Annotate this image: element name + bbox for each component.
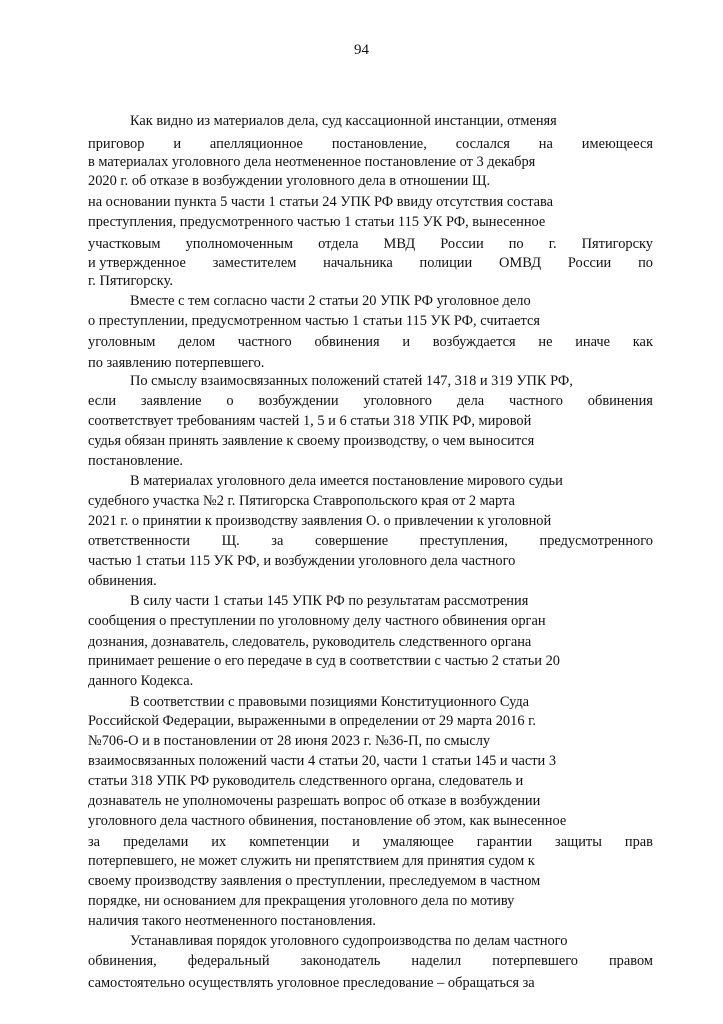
text-line bbox=[88, 333, 653, 351]
word: прав bbox=[624, 834, 653, 850]
word: Пятигорску bbox=[581, 236, 653, 252]
page-number: 94 bbox=[354, 42, 369, 58]
word: по bbox=[508, 236, 524, 252]
text-line bbox=[88, 392, 653, 410]
text-line: уголовного дела частного обвинения, постановление об этом, как вынесенное bbox=[88, 813, 567, 829]
word: ОМВД bbox=[499, 255, 542, 271]
word: России bbox=[567, 255, 612, 271]
word: предусмотренного bbox=[539, 533, 653, 549]
text-line: г. Пятигорску. bbox=[88, 273, 173, 289]
text-line: своему производству заявления о преступлении, преследуемом в частном bbox=[88, 873, 541, 889]
word: умаляющее bbox=[382, 834, 454, 850]
word: и bbox=[352, 834, 360, 850]
word: пределами bbox=[123, 834, 189, 850]
text-line: постановление. bbox=[88, 453, 183, 469]
text-line: принимает решение о его передаче в суд в соответствии с частью 2 статьи 20 bbox=[88, 653, 560, 669]
text-line: о преступлении, предусмотренном частью 1 статьи 115 УК РФ, считается bbox=[88, 313, 540, 329]
text-line: соответствует требованиям частей 1, 5 и 6 статьи 318 УПК РФ, мировой bbox=[88, 413, 532, 429]
text-line bbox=[88, 532, 653, 550]
text-line: В силу части 1 статьи 145 УПК РФ по результатам рассмотрения bbox=[130, 593, 529, 609]
text-line: потерпевшего, не может служить ни препятствием для принятия судом к bbox=[88, 853, 535, 869]
text-line: в материалах уголовного дела неотмененное постановление от 3 декабря bbox=[88, 154, 536, 170]
word: не bbox=[538, 334, 553, 350]
text-line: преступления, предусмотренного частью 1 статьи 115 УК РФ, вынесенное bbox=[88, 214, 546, 230]
word: уголовным bbox=[88, 334, 156, 350]
text-line bbox=[88, 235, 653, 253]
word: дела bbox=[456, 393, 485, 409]
text-line: взаимосвязанных положений части 4 статьи 20, части 1 статьи 145 и части 3 bbox=[88, 753, 557, 769]
text-line: на основании пункта 5 части 1 статьи 24 УПК РФ ввиду отсутствия состава bbox=[88, 194, 554, 210]
text-line: по заявлению потерпевшего. bbox=[88, 355, 265, 371]
text-line: В соответствии с правовыми позициями Конституционного Суда bbox=[130, 694, 530, 710]
text-line: судебного участка №2 г. Пятигорска Ставропольского края от 2 марта bbox=[88, 493, 515, 509]
text-line bbox=[88, 952, 653, 970]
text-line: дознаватель не уполномочены разрешать вопрос об отказе в возбуждении bbox=[88, 793, 541, 809]
word: заявление bbox=[140, 393, 202, 409]
word: потерпевшего bbox=[492, 953, 578, 969]
word: частного bbox=[237, 334, 292, 350]
text-line bbox=[88, 254, 653, 272]
word: обвинения, bbox=[88, 953, 157, 969]
word: возбуждается bbox=[432, 334, 516, 350]
word: защиты bbox=[555, 834, 602, 850]
word: частного bbox=[509, 393, 563, 409]
word: если bbox=[88, 393, 117, 409]
text-line: частью 1 статьи 115 УК РФ, и возбуждении уголовного дела частного bbox=[88, 553, 516, 569]
text-line: Вместе с тем согласно части 2 статьи 20 УПК РФ уголовное дело bbox=[130, 293, 531, 309]
text-line: дознания, дознаватель, следователь, руководитель следственного органа bbox=[88, 634, 532, 650]
word: на bbox=[538, 136, 553, 152]
word: гарантии bbox=[476, 834, 533, 850]
text-line: Как видно из материалов дела, суд кассационной инстанции, отменяя bbox=[130, 113, 557, 129]
text-line: обвинения. bbox=[88, 573, 157, 589]
text-line: По смыслу взаимосвязанных положений статей 147, 318 и 319 УПК РФ, bbox=[130, 373, 573, 389]
word: за bbox=[271, 533, 284, 549]
word: за bbox=[88, 834, 101, 850]
word: наделил bbox=[411, 953, 462, 969]
text-line: данного Кодекса. bbox=[88, 673, 194, 689]
text-line: №706-О и в постановлении от 28 июня 2023 г. №36-П, по смыслу bbox=[88, 733, 491, 749]
word: делом bbox=[178, 334, 216, 350]
word: преступления, bbox=[419, 533, 508, 549]
word: постановление, bbox=[331, 136, 427, 152]
word: начальника bbox=[323, 255, 393, 271]
word: о bbox=[226, 393, 234, 409]
text-line: 2021 г. о принятии к производству заявления О. о привлечении к уголовной bbox=[88, 513, 552, 529]
word: имеющееся bbox=[581, 136, 653, 152]
word: обвинения bbox=[314, 334, 380, 350]
word: их bbox=[211, 834, 227, 850]
text-line: статьи 318 УПК РФ руководитель следственного органа, следователь и bbox=[88, 773, 524, 789]
word: компетенции bbox=[249, 834, 330, 850]
word: Щ. bbox=[221, 533, 240, 549]
word: уполномоченным bbox=[185, 236, 294, 252]
word: по bbox=[638, 255, 653, 271]
word: приговор bbox=[88, 136, 145, 152]
word: законодатель bbox=[300, 953, 381, 969]
text-line: наличия такого неотмененного постановления. bbox=[88, 913, 376, 929]
word: апелляционное bbox=[209, 136, 303, 152]
word: обвинения bbox=[587, 393, 653, 409]
word: отдела bbox=[318, 236, 359, 252]
word: и bbox=[173, 136, 182, 152]
text-line: судья обязан принять заявление к своему производству, о чем выносится bbox=[88, 433, 535, 449]
word: ответственности bbox=[88, 533, 190, 549]
word: совершение bbox=[314, 533, 389, 549]
text-line bbox=[88, 135, 653, 153]
text-line bbox=[88, 833, 653, 851]
text-line: порядке, ни основанием для прекращения уголовного дела по мотиву bbox=[88, 893, 515, 909]
word: сослался bbox=[455, 136, 510, 152]
word: участковым bbox=[88, 236, 161, 252]
word: МВД bbox=[383, 236, 416, 252]
word: и утвержденное bbox=[88, 255, 186, 271]
word: как bbox=[632, 334, 653, 350]
word: уголовного bbox=[363, 393, 432, 409]
word: правом bbox=[608, 953, 653, 969]
word: полиции bbox=[419, 255, 473, 271]
word: возбуждении bbox=[258, 393, 339, 409]
word: федеральный bbox=[187, 953, 270, 969]
word: иначе bbox=[575, 334, 611, 350]
text-line: В материалах уголовного дела имеется постановление мирового судьи bbox=[130, 473, 563, 489]
text-line: Российской Федерации, выраженными в определении от 29 марта 2016 г. bbox=[88, 713, 536, 729]
word: и bbox=[402, 334, 411, 350]
word: России bbox=[440, 236, 484, 252]
text-line: Устанавливая порядок уголовного судопроизводства по делам частного bbox=[130, 933, 568, 949]
text-line: 2020 г. об отказе в возбуждении уголовного дела в отношении Щ. bbox=[88, 173, 491, 189]
text-line: сообщения о преступлении по уголовному делу частного обвинения орган bbox=[88, 613, 546, 629]
word: г. bbox=[548, 236, 557, 252]
text-line: самостоятельно осуществлять уголовное преследование – обращаться за bbox=[88, 975, 535, 991]
word: заместителем bbox=[212, 255, 297, 271]
